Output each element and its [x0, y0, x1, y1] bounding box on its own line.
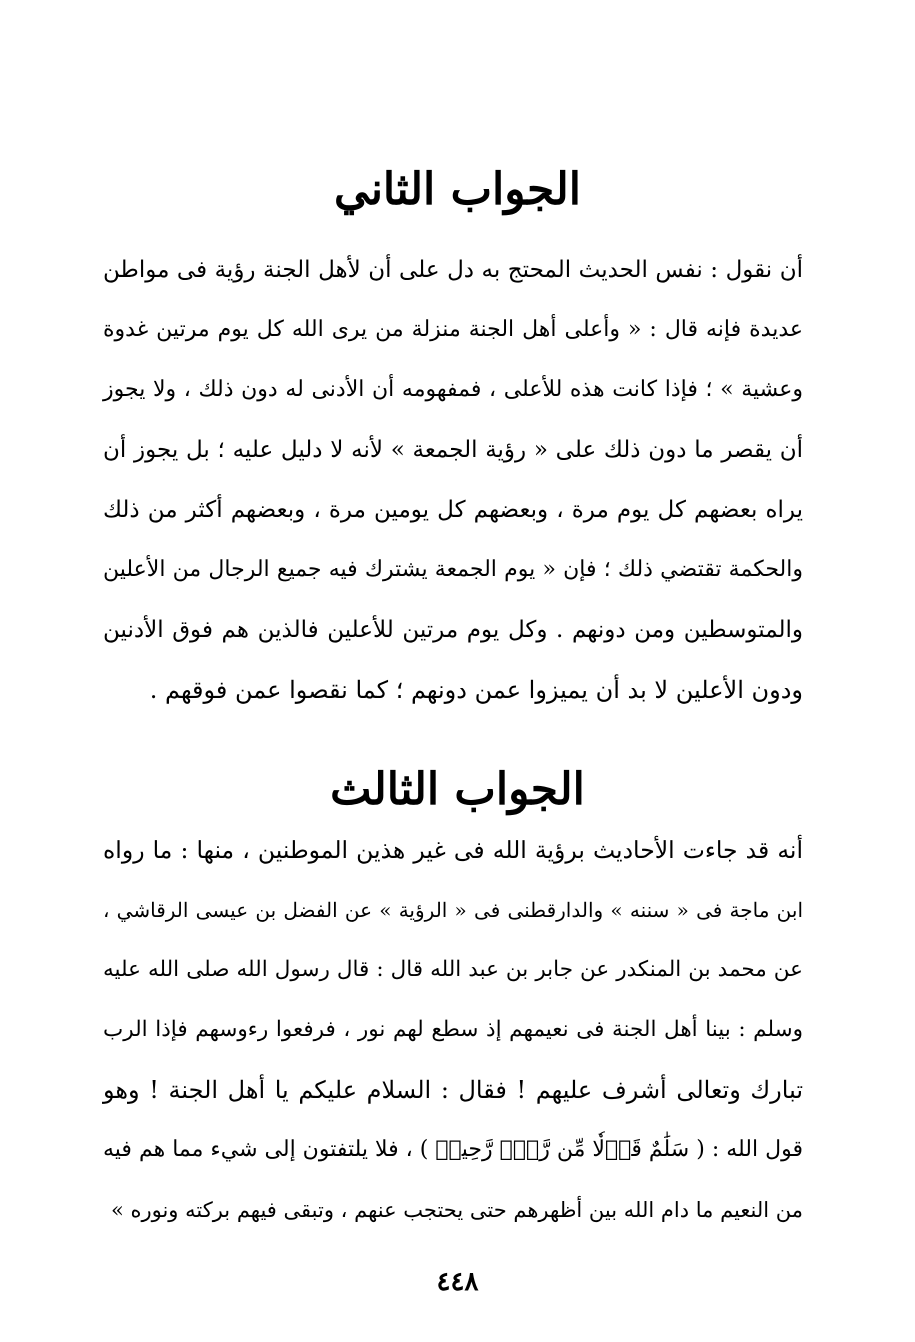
text-line: وعشية » ؛ فإذا كانت هذه للأعلى ، فمفهومه أن الأدنى له دون ذلك ، ولا يجوز	[103, 377, 803, 402]
text-line: تبارك وتعالى أشرف عليهم ! فقال : السلام عليكم يا أهل الجنة ! وهو	[103, 1076, 803, 1104]
text-line: عديدة فإنه قال : « وأعلى أهل الجنة منزلة من يرى الله كل يوم مرتين غدوة	[103, 317, 803, 342]
text-line: أن يقصر ما دون ذلك على « رؤية الجمعة » لأنه لا دليل عليه ؛ بل يجوز أن	[103, 437, 803, 463]
text-line: أن نقول : نفس الحديث المحتج به دل على أن لأهل الجنة رؤية فى مواطن	[103, 257, 803, 283]
text-line: يراه بعضهم كل يوم مرة ، وبعضهم كل يومين مرة ، وبعضهم أكثر من ذلك	[103, 497, 803, 523]
paragraph-second-answer	[103, 240, 803, 720]
text-line: ابن ماجة فى « سننه » والدارقطنى فى « الرؤية » عن الفضل بن عيسى الرقاشي ،	[103, 898, 803, 922]
text-line: من النعيم ما دام الله بين أظهرهم حتى يحتجب عنهم ، وتبقى فيهم بركته ونوره »	[110, 1198, 803, 1222]
text-line: عن محمد بن المنكدر عن جابر بن عبد الله قال : قال رسول الله صلى الله عليه	[103, 957, 803, 982]
paragraph-third-answer	[103, 820, 803, 1240]
text-line: أنه قد جاءت الأحاديث برؤية الله فى غير هذين الموطنين ، منها : ما رواه	[103, 836, 803, 864]
section-heading-second-answer: الجواب الثاني	[334, 164, 581, 215]
text-line: والحكمة تقتضي ذلك ؛ فإن « يوم الجمعة يشترك فيه جميع الرجال من الأعلين	[103, 557, 803, 582]
section-heading-third-answer: الجواب الثالث	[330, 764, 585, 815]
text-line: ودون الأعلين لا بد أن يميزوا عمن دونهم ؛ كما نقصوا عمن فوقهم .	[149, 676, 803, 704]
text-line: وسلم : بينا أهل الجنة فى نعيمهم إذ سطع لهم نور ، فرفعوا رءوسهم فإذا الرب	[103, 1017, 803, 1042]
text-line: قول الله : ( سَلَٰمٌ قَوۡلٗا مِّن رَّبّٖ رَّحِيمٖ ) ، فلا يلتفتون إلى شيء مما هم فيه	[103, 1137, 803, 1162]
page-number: ٤٤٨	[436, 1267, 479, 1297]
text-line: والمتوسطين ومن دونهم . وكل يوم مرتين للأعلين فالذين هم فوق الأدنين	[103, 617, 803, 643]
